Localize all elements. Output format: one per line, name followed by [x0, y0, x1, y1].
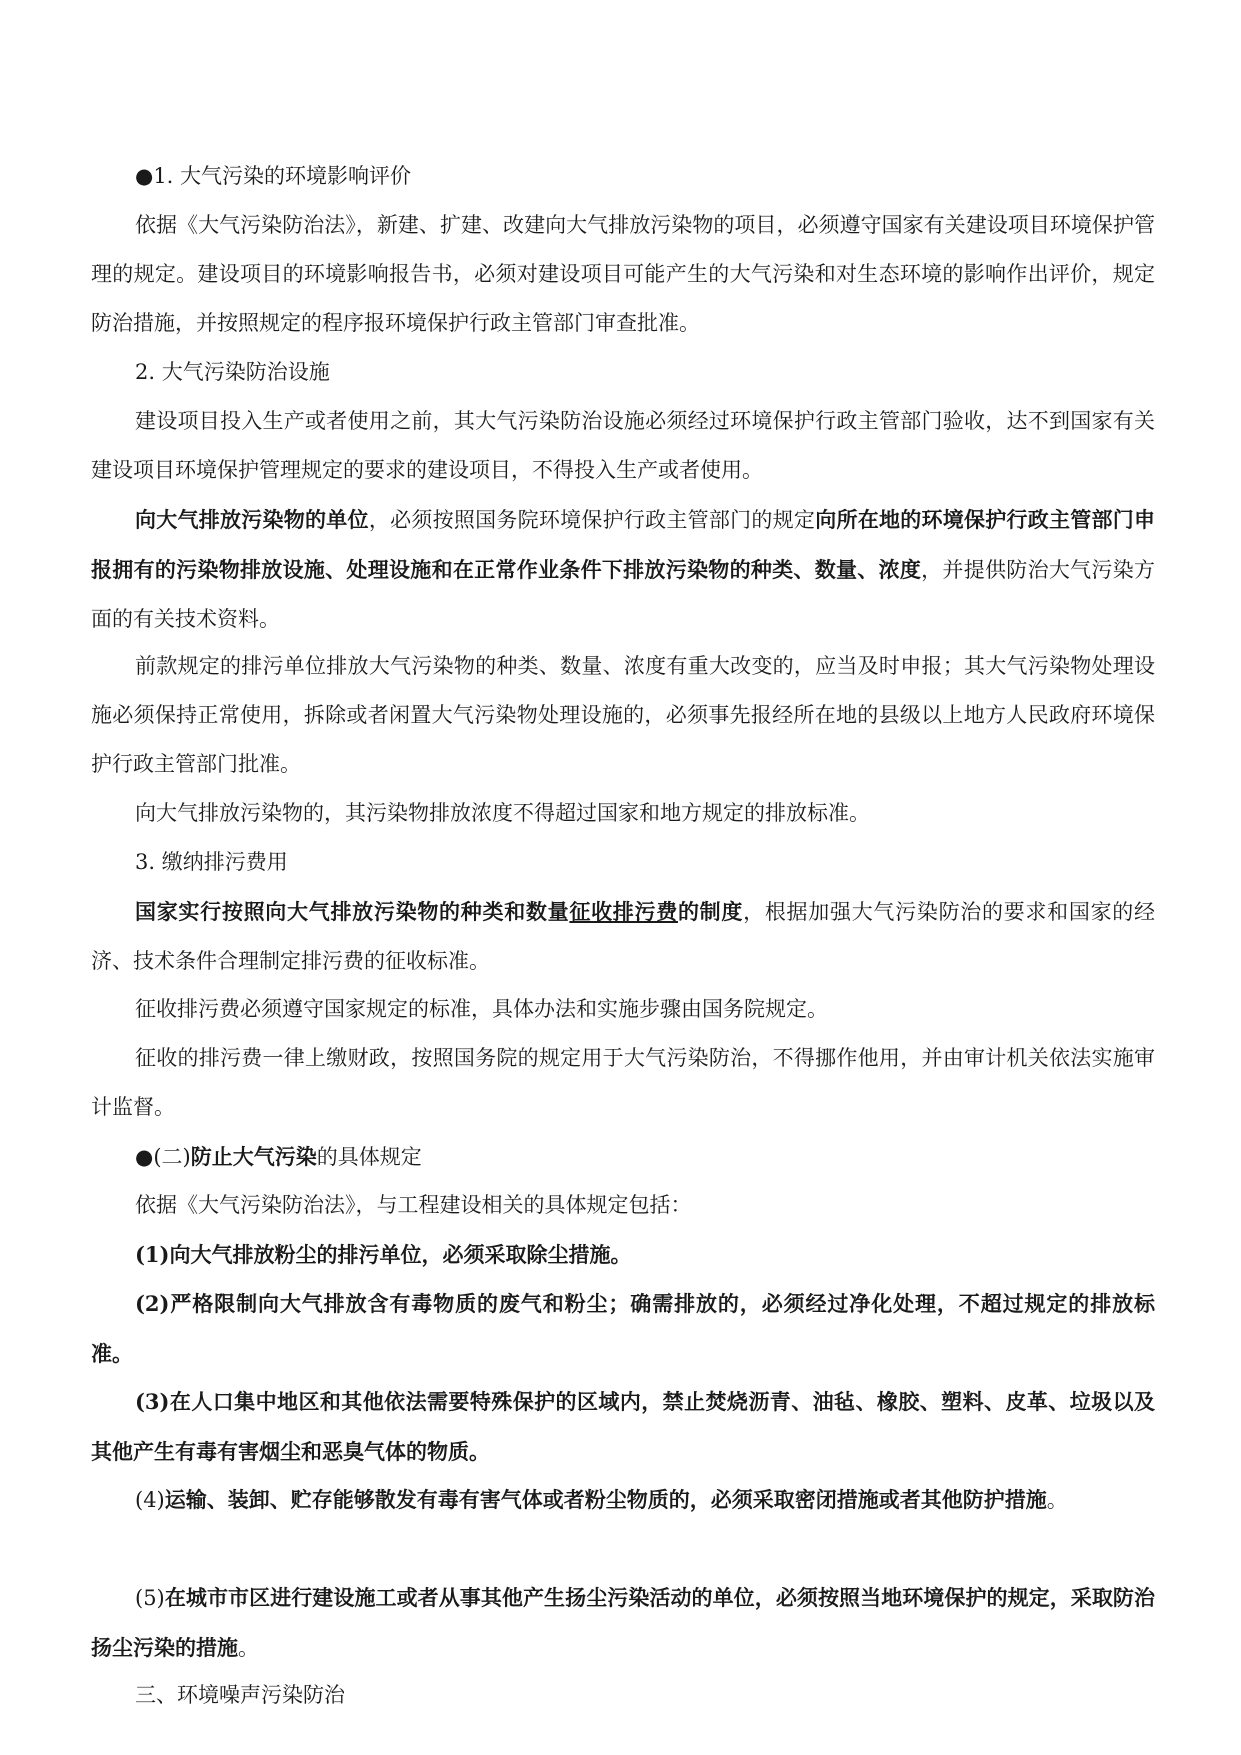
provision-item-4 [91, 1475, 1155, 1525]
section-heading-4 [91, 1132, 1155, 1182]
text-run: (1)向大气排放粉尘的排污单位，必须采取除尘措施。 [135, 1242, 632, 1267]
paragraph-facilities [91, 397, 1155, 495]
text-run: 3. 缴纳排污费用 [135, 850, 288, 874]
text-run: ，根据加强大气污染防治的要求和国家的经济、技术条件合理制定排污费的征收标准。 [91, 900, 1156, 973]
text-run: 建设项目投入生产或者使用之前，其大气污染防治设施必须经过环境保护行政主管部门验收，达不到国家有关建设项目环境保护管理规定的要求的建设项目，不得投入生产或者使用。 [91, 409, 1155, 482]
text-run: 在城市市区进行建设施工或者从事其他产生扬尘污染活动的单位，必须按照当地环境保护的规定，采取防治扬尘污染的措施 [91, 1585, 1155, 1660]
paragraph-standards [91, 789, 1155, 838]
provision-item-5 [91, 1573, 1155, 1673]
text-run: 的具体规定 [316, 1145, 422, 1169]
text-run: 。 [238, 1636, 259, 1660]
text-run: 向大气排放污染物的，其污染物排放浓度不得超过国家和地方规定的排放标准。 [135, 801, 870, 825]
provision-item-2 [91, 1279, 1155, 1379]
text-run: (4) [135, 1488, 165, 1512]
provision-item-1 [91, 1230, 1155, 1280]
paragraph-fee-use [91, 1034, 1155, 1132]
paragraph-eia [91, 201, 1155, 348]
paragraph-fee-rules [91, 985, 1155, 1034]
text-run: ，并提供防治大气污染方面的有关技术资料。 [91, 558, 1155, 631]
text-run: 征收的排污费一律上缴财政，按照国务院的规定用于大气污染防治，不得挪作他用，并由审计机关依法实施审计监督。 [91, 1046, 1155, 1119]
section-heading-1 [91, 152, 1155, 201]
text-run: 三、环境噪声污染防治 [135, 1683, 345, 1707]
provision-item-3 [91, 1377, 1155, 1477]
text-run: (3)在人口集中地区和其他依法需要特殊保护的区域内，禁止焚烧沥青、油毡、橡胶、塑料、皮革、垃圾以及其他产生有毒有害烟尘和恶臭气体的物质。 [91, 1389, 1155, 1464]
paragraph-provisions-intro [91, 1181, 1155, 1230]
text-run: 征收排污费 [569, 899, 678, 924]
text-run: ，必须按照国务院环境保护行政主管部门的规定 [368, 508, 816, 532]
text-run: 依据《大气污染防治法》，新建、扩建、改建向大气排放污染物的项目，必须遵守国家有关建设项目环境保护管理的规定。建设项目的环境影响报告书，必须对建设项目可能产生的大气污染和对生态环境的影响作出评价，规定防治措施，并按照规定的程序报环境保护行政主管部门审查批准。 [91, 213, 1155, 335]
text-run: 依据《大气污染防治法》，与工程建设相关的具体规定包括： [135, 1193, 692, 1217]
paragraph-reporting [91, 495, 1155, 644]
text-run: 防止大气污染 [190, 1144, 317, 1169]
text-run: 征收排污费必须遵守国家规定的标准，具体办法和实施步骤由国务院规定。 [135, 997, 828, 1021]
text-run: 向大气排放污染物的单位 [135, 507, 369, 532]
paragraph-changes [91, 642, 1155, 789]
text-run: 向所在地的环境保护行政主管部门申报拥有的污染物排放设施、处理设施和在正常作业条件下排放污染物的种类、数量、浓度 [91, 507, 1156, 582]
section-heading-2 [91, 348, 1155, 397]
text-run: 前款规定的排污单位排放大气污染物的种类、数量、浓度有重大改变的，应当及时申报；其大气污染物处理设施必须保持正常使用，拆除或者闲置大气污染物处理设施的，必须事先报经所在地的县级以上地方人民政府环境保护行政主管部门批准。 [91, 654, 1155, 776]
paragraph-fee-system [91, 887, 1155, 986]
text-run: 。 [1046, 1488, 1068, 1512]
text-run: ●(二) [135, 1145, 191, 1169]
text-run: (5) [135, 1586, 165, 1610]
section-heading-3 [91, 838, 1155, 887]
text-run: 运输、装卸、贮存能够散发有毒有害气体或者粉尘物质的，必须采取密闭措施或者其他防护措施 [164, 1487, 1047, 1512]
text-run: 的制度 [677, 899, 744, 924]
text-run: (2)严格限制向大气排放含有毒物质的废气和粉尘；确需排放的，必须经过净化处理，不超过规定的排放标准。 [91, 1291, 1155, 1366]
text-run: 2. 大气污染防治设施 [135, 360, 330, 384]
text-run: 国家实行按照向大气排放污染物的种类和数量 [135, 899, 570, 924]
text-run: ●1. 大气污染的环境影响评价 [135, 164, 412, 188]
section-heading-5 [91, 1671, 1155, 1720]
